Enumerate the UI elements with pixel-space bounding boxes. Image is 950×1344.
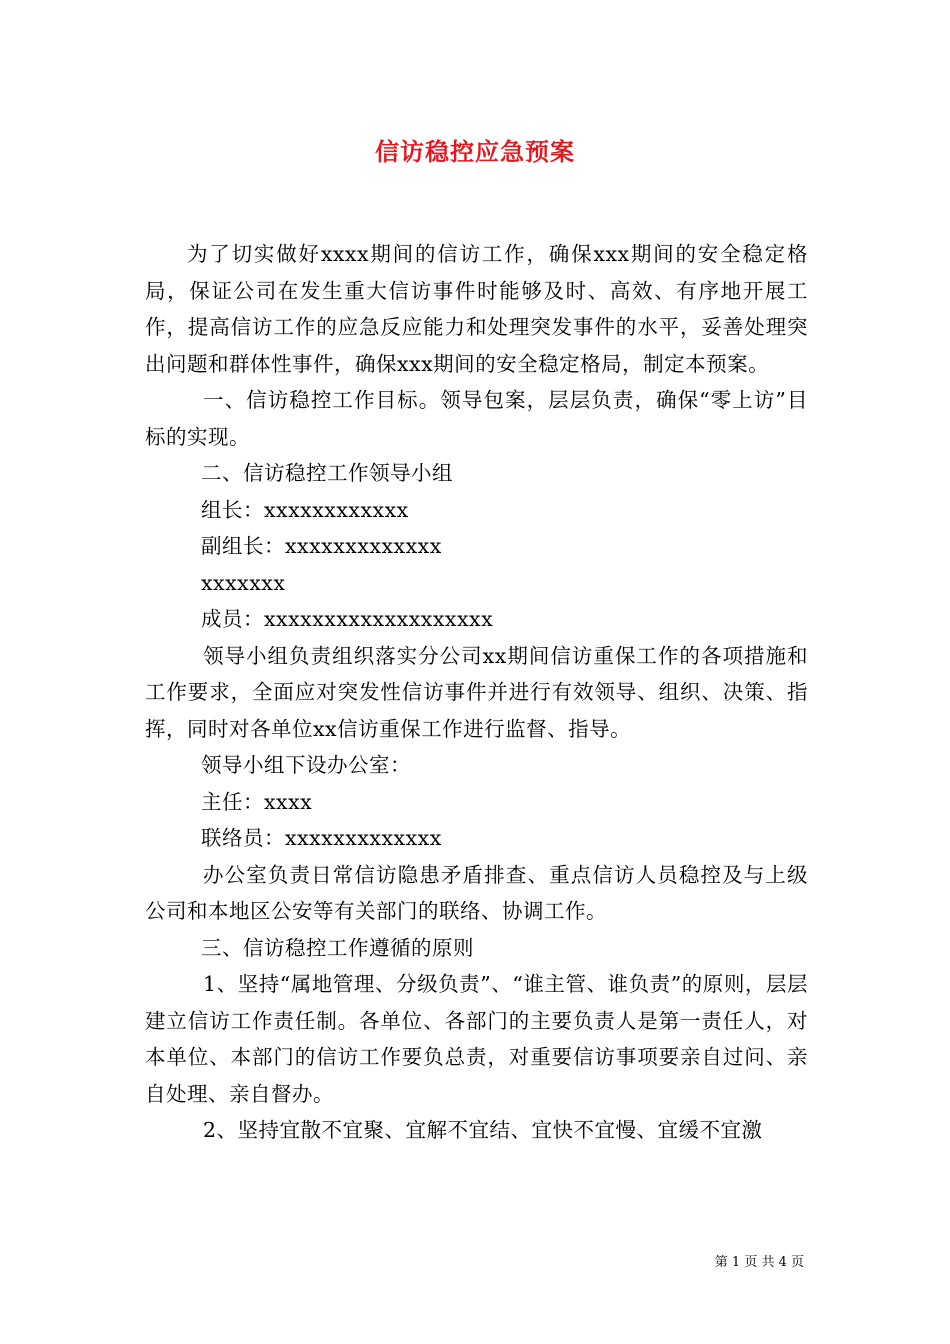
paragraph-intro: 为了切实做好xxxx期间的信访工作，确保xxx期间的安全稳定格局，保证公司在发生重大信访事件时能够及时、高效、有序地开展工作，提高信访工作的应急反应能力和处理突发事件的水平，妥善处理突出问题和群体性事件，确保xxx期间的安全稳定格局，制定本预案。 [145, 242, 808, 376]
line-group-leader: 组长：xxxxxxxxxxxx [201, 497, 409, 522]
line-members: 成员：xxxxxxxxxxxxxxxxxxx [201, 607, 494, 631]
paragraph-group-duty: 领导小组负责组织落实分公司xx期间信访重保工作的各项措施和工作要求，全面应对突发性信访事件并进行有效领导、组织、决策、指挥，同时对各单位xx信访重保工作进行监督、指导。 [145, 643, 808, 741]
heading-section-2: 二、信访稳控工作领导小组 [201, 461, 453, 485]
paragraph-office-duty: 办公室负责日常信访隐患矛盾排查、重点信访人员稳控及与上级公司和本地区公安等有关部门的联络、协调工作。 [145, 862, 808, 923]
document-title: 信访稳控应急预案 [375, 137, 575, 166]
paragraph-principle-2: 2、坚持宜散不宜聚、宜解不宜结、宜快不宜慢、宜缓不宜激 [203, 1118, 763, 1142]
line-deputy-leader-cont: xxxxxxx [201, 570, 286, 595]
line-office: 领导小组下设办公室： [201, 753, 411, 777]
heading-section-3: 三、信访稳控工作遵循的原则 [201, 935, 474, 960]
page-number: 第 1 页 共 4 页 [714, 1255, 804, 1270]
line-deputy-leader: 副组长：xxxxxxxxxxxxx [201, 534, 442, 558]
paragraph-section-1: 一、信访稳控工作目标。领导包案，层层负责，确保“零上访”目标的实现。 [145, 388, 808, 449]
line-director: 主任：xxxx [201, 789, 313, 814]
document-body [145, 236, 808, 1149]
paragraph-principle-1: 1、坚持“属地管理、分级负责”、“谁主管、谁负责”的原则，层层建立信访工作责任制。各单位、各部门的主要负责人是第一责任人，对本单位、本部门的信访工作要负总责，对重要信访事项要亲自过问、亲自处理、亲自督办。 [145, 972, 808, 1106]
line-liaison: 联络员：xxxxxxxxxxxxx [201, 826, 442, 850]
